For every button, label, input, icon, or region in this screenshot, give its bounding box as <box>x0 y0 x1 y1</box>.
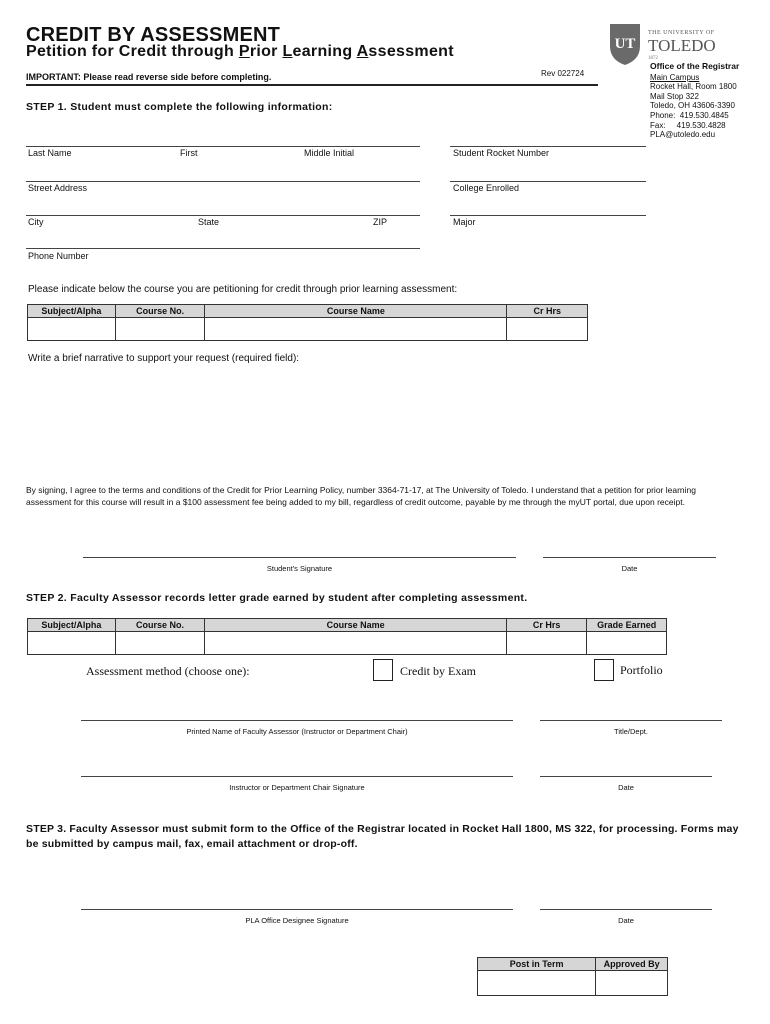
svg-text:1872: 1872 <box>648 56 658 61</box>
assessor-name-label: Printed Name of Faculty Assessor (Instructor or Department Chair) <box>186 727 408 736</box>
revision-code: Rev 022724 <box>541 69 585 78</box>
last-name-label: Last Name <box>28 148 72 158</box>
course-name-cell[interactable] <box>205 318 507 341</box>
registrar-fax: Fax: 419.530.4828 <box>650 120 726 130</box>
registrar-room: Rocket Hall, Room 1800 <box>650 82 737 92</box>
city-state-zip-field[interactable] <box>26 215 420 216</box>
student-signature-line[interactable] <box>83 557 516 558</box>
col-course-name: Course Name <box>205 305 507 318</box>
title-dept-label: Title/Dept. <box>614 727 648 736</box>
svg-text:THE UNIVERSITY OF: THE UNIVERSITY OF <box>648 30 715 36</box>
registrar-city: Toledo, OH 43606-3390 <box>650 101 735 111</box>
zip-label: ZIP <box>373 217 388 227</box>
course-table-step1 <box>27 304 588 341</box>
course-table-step2 <box>27 618 667 655</box>
course-prompt: Please indicate below the course you are petitioning for credit through prior learning assessment: <box>28 284 458 295</box>
col-post-in-term: Post in Term <box>478 958 596 971</box>
registrar-title: Office of the Registrar <box>650 61 740 71</box>
col-subject-alpha: Subject/Alpha <box>28 619 116 632</box>
phone-field[interactable] <box>26 248 420 249</box>
phone-label: Phone Number <box>28 251 89 261</box>
narrative-area[interactable] <box>26 370 726 475</box>
street-label: Street Address <box>28 183 88 193</box>
shield-logo-icon <box>608 22 720 66</box>
name-field[interactable] <box>26 146 420 147</box>
portfolio-label: Portfolio <box>620 663 663 677</box>
header-rule <box>26 84 598 86</box>
rocket-number-label: Student Rocket Number <box>453 148 550 158</box>
col-course-no: Course No. <box>115 305 205 318</box>
designee-signature-line[interactable] <box>81 909 513 910</box>
major-field[interactable] <box>450 215 646 216</box>
registrar-contact <box>650 62 739 140</box>
subject-alpha-cell[interactable] <box>28 318 116 341</box>
col-cr-hrs: Cr Hrs <box>507 305 588 318</box>
important-note: IMPORTANT: Please read reverse side before completing. <box>26 72 272 82</box>
student-date-label: Date <box>621 564 638 573</box>
step2-heading: STEP 2. Faculty Assessor records letter grade earned by student after completing assessment. <box>26 592 528 604</box>
student-date-line[interactable] <box>543 557 716 558</box>
rocket-number-field[interactable] <box>450 146 646 147</box>
chair-date-line[interactable] <box>540 776 712 777</box>
course-name-cell[interactable] <box>205 632 507 655</box>
state-label: State <box>198 217 220 227</box>
step3-heading: STEP 3. Faculty Assessor must submit form to the Office of the Registrar located in Rocket Hall 1800, MS 322, for processing. Forms may be submitted by campus mail, fax, email attachment or drop-off. <box>26 823 739 850</box>
registrar-phone: Phone: 419.530.4845 <box>650 110 729 120</box>
designee-date-line[interactable] <box>540 909 712 910</box>
portfolio-checkbox[interactable] <box>594 659 614 681</box>
university-logo <box>608 22 720 66</box>
form-subtitle <box>26 43 454 61</box>
title-dept-line[interactable] <box>540 720 722 721</box>
col-course-name: Course Name <box>205 619 507 632</box>
designee-signature-label: PLA Office Designee Signature <box>245 916 349 925</box>
col-grade-earned: Grade Earned <box>587 619 667 632</box>
college-label: College Enrolled <box>453 183 520 193</box>
svg-text:TOLEDO: TOLEDO <box>648 36 716 55</box>
office-use-table <box>477 957 668 996</box>
table-row <box>28 318 588 341</box>
col-course-no: Course No. <box>115 619 205 632</box>
assessor-name-line[interactable] <box>81 720 513 721</box>
designee-date-label: Date <box>618 916 634 925</box>
middle-initial-label: Middle Initial <box>304 148 355 158</box>
registrar-mailstop: Mail Stop 322 <box>650 91 699 101</box>
chair-date-label: Date <box>618 783 634 792</box>
city-label: City <box>28 217 44 227</box>
col-cr-hrs: Cr Hrs <box>506 619 586 632</box>
registrar-campus: Main Campus <box>650 72 700 82</box>
chair-signature-label: Instructor or Department Chair Signature <box>229 783 365 792</box>
cr-hrs-cell[interactable] <box>507 318 588 341</box>
svg-text:UT: UT <box>614 36 636 52</box>
step1-heading: STEP 1. Student must complete the following information: <box>26 101 333 113</box>
policy-agreement-text: By signing, I agree to the terms and conditions of the Credit for Prior Learning Policy, number 3364-71-17, at The University of Toledo. I understand that a petition for prior learning assessment for this course will result in a $100 assessment fee being added to my bill, regardless of credit outcome, payable by me through the myUT portal, due upon receipt. <box>26 485 696 507</box>
narrative-prompt: Write a brief narrative to support your request (required field): <box>28 353 300 364</box>
form-subtitle-text: Petition for Credit through Prior Learning Assessment <box>26 43 454 60</box>
course-no-cell[interactable] <box>115 632 205 655</box>
col-subject-alpha: Subject/Alpha <box>28 305 116 318</box>
assessment-method-label: Assessment method (choose one): <box>86 664 250 678</box>
approved-by-cell[interactable] <box>596 971 668 996</box>
first-name-label: First <box>180 148 198 158</box>
credit-by-exam-label: Credit by Exam <box>400 664 476 678</box>
subject-alpha-cell[interactable] <box>28 632 116 655</box>
table-row <box>478 971 668 996</box>
cr-hrs-cell[interactable] <box>506 632 586 655</box>
col-approved-by: Approved By <box>596 958 668 971</box>
course-no-cell[interactable] <box>115 318 205 341</box>
college-field[interactable] <box>450 181 646 182</box>
form-title: CREDIT BY ASSESSMENT <box>26 24 281 46</box>
registrar-email: PLA@utoledo.edu <box>650 130 716 140</box>
major-label: Major <box>453 217 476 227</box>
chair-signature-line[interactable] <box>81 776 513 777</box>
credit-by-exam-checkbox[interactable] <box>373 659 393 681</box>
post-in-term-cell[interactable] <box>478 971 596 996</box>
street-field[interactable] <box>26 181 420 182</box>
grade-earned-cell[interactable] <box>587 632 667 655</box>
table-row <box>28 632 667 655</box>
student-signature-label: Student's Signature <box>266 564 333 573</box>
